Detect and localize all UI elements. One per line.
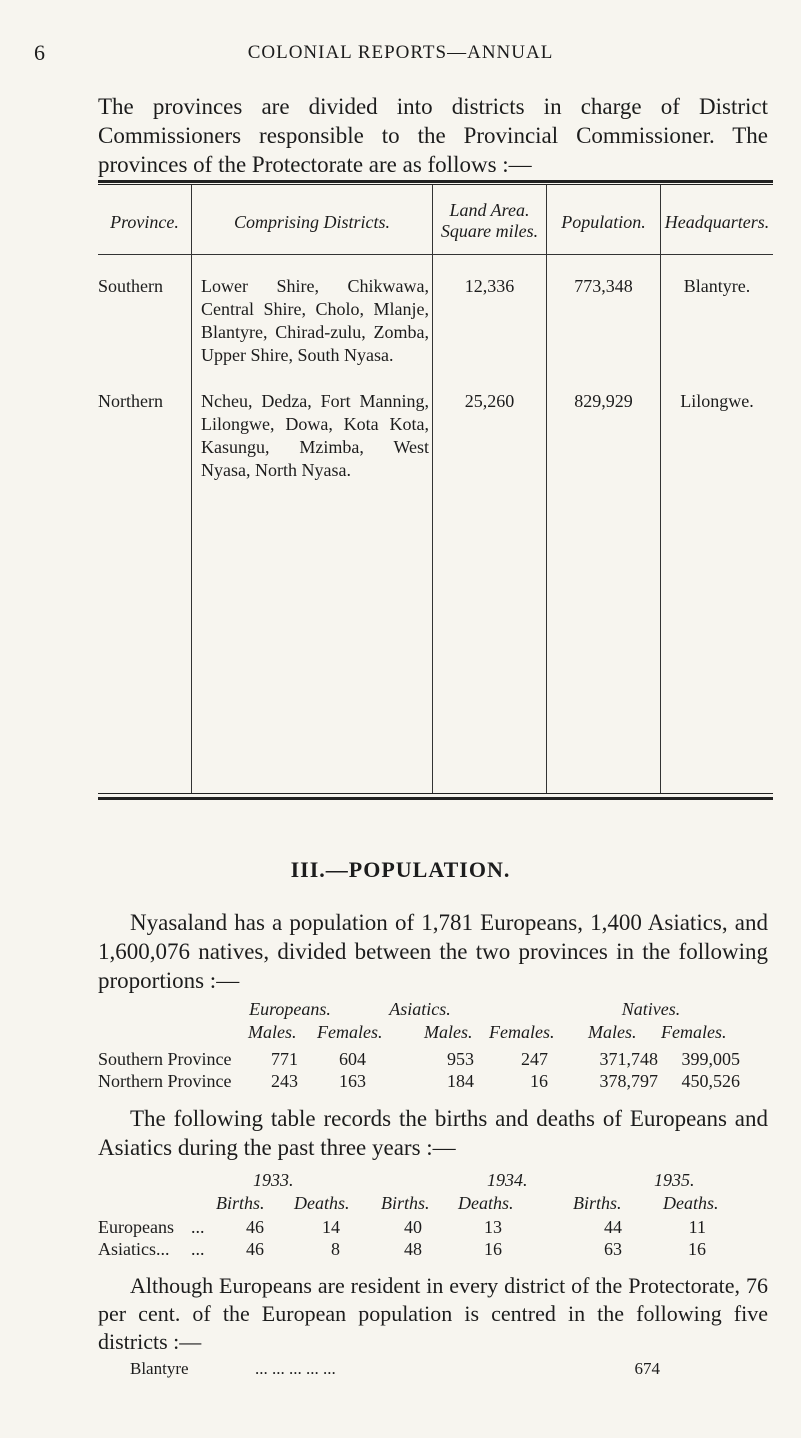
cell: 8 xyxy=(331,1239,340,1259)
cell: 46 xyxy=(246,1239,264,1259)
header-land-area-line2: Square miles. xyxy=(440,221,539,241)
year-heading: 1934. xyxy=(487,1170,528,1190)
row-land-area: 25,260 xyxy=(464,391,515,411)
intro-paragraph: The provinces are divided into districts in charge of District Commissioners responsible to the Provincial Commissioner. The provinces of the Protectorate are as follows :— xyxy=(98,94,768,177)
cell: 450,526 xyxy=(681,1071,740,1091)
provinces-table xyxy=(98,180,773,798)
cell: 13 xyxy=(484,1217,502,1237)
subhead: Deaths. xyxy=(663,1193,719,1213)
running-head: COLONIAL REPORTS—ANNUAL xyxy=(247,42,554,63)
cell: 16 xyxy=(530,1071,548,1091)
cell: 371,748 xyxy=(599,1049,658,1069)
cell: 771 xyxy=(271,1049,298,1069)
cell: 16 xyxy=(688,1239,706,1259)
year-heading: 1935. xyxy=(654,1170,695,1190)
year-heading: 1933. xyxy=(253,1170,294,1190)
subhead: Males. xyxy=(248,1022,297,1042)
cell: 953 xyxy=(447,1049,474,1069)
subhead: Deaths. xyxy=(294,1193,350,1213)
row-label: Europeans xyxy=(98,1217,174,1237)
table-bottom-rule xyxy=(98,797,773,800)
district-value: 674 xyxy=(634,1359,660,1378)
cell: 243 xyxy=(271,1071,298,1091)
table-bottom-rule-inner xyxy=(98,793,773,794)
section-title: III.—POPULATION. xyxy=(290,857,511,882)
cell: 40 xyxy=(404,1217,422,1237)
row-population: 773,348 xyxy=(574,276,633,296)
district-name: Blantyre xyxy=(130,1359,189,1378)
table-top-rule-inner xyxy=(98,184,773,185)
group-asiatics: Asiatics. xyxy=(389,999,451,1019)
cell: 63 xyxy=(604,1239,622,1259)
row-land-area: 12,336 xyxy=(464,276,515,296)
leader-dots: ... xyxy=(191,1239,205,1259)
header-headquarters: Headquarters. xyxy=(664,212,770,232)
row-population: 829,929 xyxy=(574,391,633,411)
table-top-rule xyxy=(98,180,773,183)
cell: 44 xyxy=(604,1217,622,1237)
row-districts: Ncheu, Dedza, Fort Manning, Lilongwe, Dowa, Kota Kota, Kasungu, Mzimba, West Nyasa, North Nyasa. xyxy=(201,391,429,480)
cell: 11 xyxy=(688,1217,706,1237)
header-land-area-line1: Land Area. xyxy=(449,200,530,220)
subhead: Males. xyxy=(588,1022,637,1042)
cell: 184 xyxy=(447,1071,474,1091)
cell: 46 xyxy=(246,1217,264,1237)
header-land-area xyxy=(433,200,546,242)
population-paragraph: Nyasaland has a population of 1,781 Europeans, 1,400 Asiatics, and 1,600,076 natives, divided between the two provinces in the following proportions :— xyxy=(98,910,768,993)
row-label: Northern Province xyxy=(98,1071,232,1091)
districts-paragraph: Although Europeans are resident in every district of the Protectorate, 76 per cent. of the European population is centred in the following five districts :— xyxy=(98,1273,768,1354)
cell: 163 xyxy=(339,1071,366,1091)
header-population: Population. xyxy=(561,212,646,232)
cell: 399,005 xyxy=(681,1049,740,1069)
subhead: Females. xyxy=(489,1022,555,1042)
group-europeans: Europeans. xyxy=(249,999,331,1019)
cell: 48 xyxy=(404,1239,422,1259)
row-province: Northern xyxy=(98,391,163,411)
subhead: Births. xyxy=(381,1193,430,1213)
header-province: Province. xyxy=(110,212,179,232)
subhead: Births. xyxy=(573,1193,622,1213)
subhead: Deaths. xyxy=(458,1193,514,1213)
subhead: Births. xyxy=(216,1193,265,1213)
leader-dots: ... ... ... ... ... xyxy=(255,1359,336,1378)
row-label: Asiatics... xyxy=(98,1239,170,1259)
row-label: Southern Province xyxy=(98,1049,232,1069)
page-number: 6 xyxy=(34,40,45,65)
cell: 16 xyxy=(484,1239,502,1259)
cell: 604 xyxy=(339,1049,366,1069)
row-province: Southern xyxy=(98,276,163,296)
births-paragraph: The following table records the births and deaths of Europeans and Asiatics during the past three years :— xyxy=(98,1106,768,1160)
header-districts: Comprising Districts. xyxy=(233,212,391,232)
subhead: Females. xyxy=(317,1022,383,1042)
row-districts: Lower Shire, Chikwawa, Central Shire, Cholo, Mlanje, Blantyre, Chirad-zulu, Zomba, Upper Shire, South Nyasa. xyxy=(201,276,429,365)
table-header-rule xyxy=(98,254,773,255)
subhead: Males. xyxy=(424,1022,473,1042)
subhead: Females. xyxy=(661,1022,727,1042)
row-headquarters: Lilongwe. xyxy=(680,391,754,411)
cell: 14 xyxy=(322,1217,340,1237)
page-header xyxy=(0,40,801,80)
cell: 378,797 xyxy=(599,1071,658,1091)
leader-dots: ... xyxy=(191,1217,205,1237)
column-divider xyxy=(191,185,192,793)
row-headquarters: Blantyre. xyxy=(683,276,751,296)
cell: 247 xyxy=(521,1049,548,1069)
group-natives: Natives. xyxy=(621,999,681,1019)
